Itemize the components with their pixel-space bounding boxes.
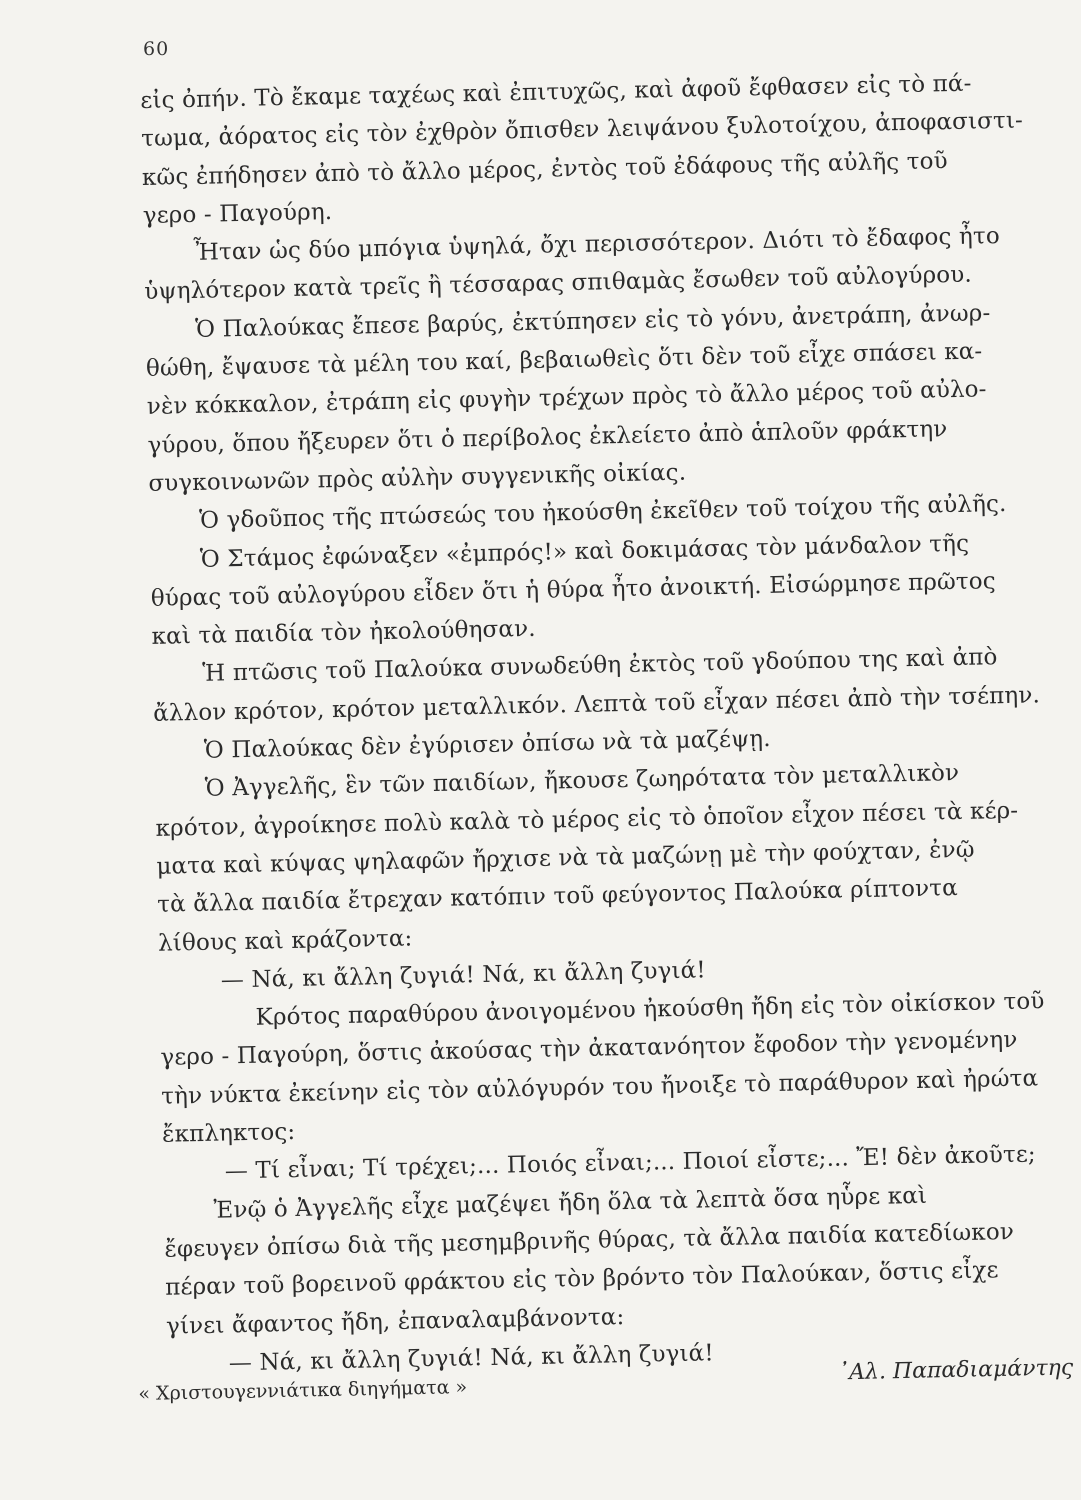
text-line: κρότον, ἀγροίκησε πολὺ καλὰ τὸ μέρος εἰς τὸ ὁποῖον εἶχον πέσει τὰ κέρ-	[155, 797, 1019, 842]
text-line: Ἦταν ὡς δύο μπόγια ὑψηλά, ὄχι περισσότερον. Διότι τὸ ἔδαφος ἦτο	[193, 223, 1001, 267]
text-line: γύρου, ὅπου ἤξευρεν ὅτι ὁ περίβολος ἐκλείετο ἀπὸ ἁπλοῦν φράκτην	[147, 415, 948, 459]
text-line: τὰ ἄλλα παιδία ἔτρεχαν κατόπιν τοῦ φεύγοντος Παλούκα ρίπτοντα	[156, 875, 959, 919]
text-line: γερο - Παγούρη, ὅστις ἀκούσας τὴν ἀκατανόητον ἔφοδον τὴν γενομένην	[160, 1027, 1018, 1072]
author-signature: ᾿Αλ. Παπαδιαμάντης	[837, 1355, 1074, 1386]
text-line: Ὁ γδοῦπος τῆς πτώσεώς του ἠκούσθη ἐκεῖθεν τοῦ τοίχου τῆς αὐλῆς.	[198, 491, 1007, 535]
text-line: τὴν νύκτα ἐκείνην εἰς τὸν αὐλόγυρόν του ἤνοιξε τὸ παράθυρον καὶ ἠρώτα	[160, 1065, 1039, 1110]
text-line: εἰς ὀπήν. Τὸ ἔκαμε ταχέως καὶ ἐπιτυχῶς, καὶ ἀφοῦ ἔφθασεν εἰς τὸ πά-	[140, 70, 972, 114]
text-line: συγκοινωνῶν πρὸς αὐλὴν συγγενικῆς οἰκίας.	[148, 459, 687, 497]
text-line: κῶς ἐπήδησεν ἀπὸ τὸ ἄλλο μέρος, ἐντὸς τοῦ ἐδάφους τῆς αὐλῆς τοῦ	[141, 147, 949, 191]
text-line: Ἐνῷ ὁ Ἀγγελῆς εἶχε μαζέψει ἤδη ὅλα τὰ λεπτὰ ὅσα ηὗρε καὶ	[213, 1182, 928, 1224]
body-text	[140, 63, 1067, 1384]
text-line: Ὁ Παλούκας ἔπεσε βαρύς, ἐκτύπησεν εἰς τὸ γόνυ, ἀνετράπη, ἀνωρ-	[194, 300, 991, 343]
text-line: — Νά, κι ἄλλη ζυγιά! Νά, κι ἄλλη ζυγιά!	[220, 957, 706, 994]
text-line: γερο - Παγούρη.	[142, 198, 333, 229]
text-line: Κρότος παραθύρου ἀνοιγομένου ἠκούσθη ἤδη εἰς τὸν οἰκίσκον τοῦ	[255, 988, 1045, 1031]
text-line: πέραν τοῦ βορεινοῦ φράκτου εἰς τὸν βρόντο τὸν Παλούκαν, ὅστις εἶχε	[164, 1257, 999, 1301]
text-line: γίνει ἄφαντος ἤδη, ἐπαναλαμβάνοντα:	[165, 1303, 625, 1340]
text-line: ἔφευγεν ὀπίσω διὰ τῆς μεσημβρινῆς θύρας, τὰ ἄλλα παιδία κατεδίωκον	[164, 1218, 1015, 1263]
text-line: ματα καὶ κύψας ψηλαφῶν ἤρχισε νὰ τὰ μαζώνῃ μὲ τὴν φούχταν, ἐνῷ	[156, 836, 975, 880]
text-line: Ὁ Ἀγγελῆς, ἓν τῶν παιδίων, ἤκουσε ζωηρότατα τὸν μεταλλικὸν	[204, 760, 960, 803]
text-line: θώθη, ἔψαυσε τὰ μέλη του καί, βεβαιωθεὶς ὅτι δὲν τοῦ εἶχε σπάσει κα-	[145, 338, 983, 383]
text-line: θύρας τοῦ αὐλογύρου εἶδεν ὅτι ἡ θύρα ἦτο ἀνοικτή. Εἰσώρμησε πρῶτος	[150, 568, 997, 612]
text-line: καὶ τὰ παιδία τὸν ἠκολούθησαν.	[151, 615, 536, 651]
text-line: Ὁ Στάμος ἐφώναξεν «ἐμπρός!» καὶ δοκιμάσας τὸν μάνδαλον τῆς	[199, 530, 970, 573]
text-line: νὲν κόκκαλον, ἐτράπη εἰς φυγὴν τρέχων πρὸς τὸ ἄλλο μέρος τοῦ αὐλο-	[146, 376, 987, 421]
text-line: ὑψηλότερον κατὰ τρεῖς ἢ τέσσαρας σπιθαμὰς ἔσωθεν τοῦ αὐλογύρου.	[144, 262, 973, 306]
text-line: Ὁ Παλούκας δὲν ἐγύρισεν ὀπίσω νὰ τὰ μαζέψῃ.	[203, 725, 771, 764]
text-line: — Νά, κι ἄλλη ζυγιά! Νά, κι ἄλλη ζυγιά!	[228, 1340, 714, 1377]
text-line: τωμα, ἀόρατος εἰς τὸν ἐχθρὸν ὄπισθεν λειψάνου ξυλοτοίχου, ἀποφασιστι-	[140, 107, 1024, 153]
text-line: λίθους καὶ κράζοντα:	[157, 925, 413, 957]
text-line: Ἡ πτῶσις τοῦ Παλούκα συνωδεύθη ἐκτὸς τοῦ γδούπου της καὶ ἀπὸ	[202, 644, 998, 688]
page-number: 60	[143, 38, 170, 60]
text-line: ἄλλον κρότον, κρότον μεταλλικόν. Λεπτὰ τοῦ εἶχαν πέσει ἀπὸ τὴν τσέπην.	[152, 682, 1041, 727]
source-title: « Χριστουγεννιάτικα διηγήματα »	[138, 1376, 468, 1405]
text-line: — Τί εἶναι; Τί τρέχει;... Ποιός εἶναι;... Ποιοί εἶστε;... Ἔ! δὲν ἀκοῦτε;	[224, 1141, 1037, 1185]
text-line: ἔκπληκτος:	[161, 1118, 296, 1148]
